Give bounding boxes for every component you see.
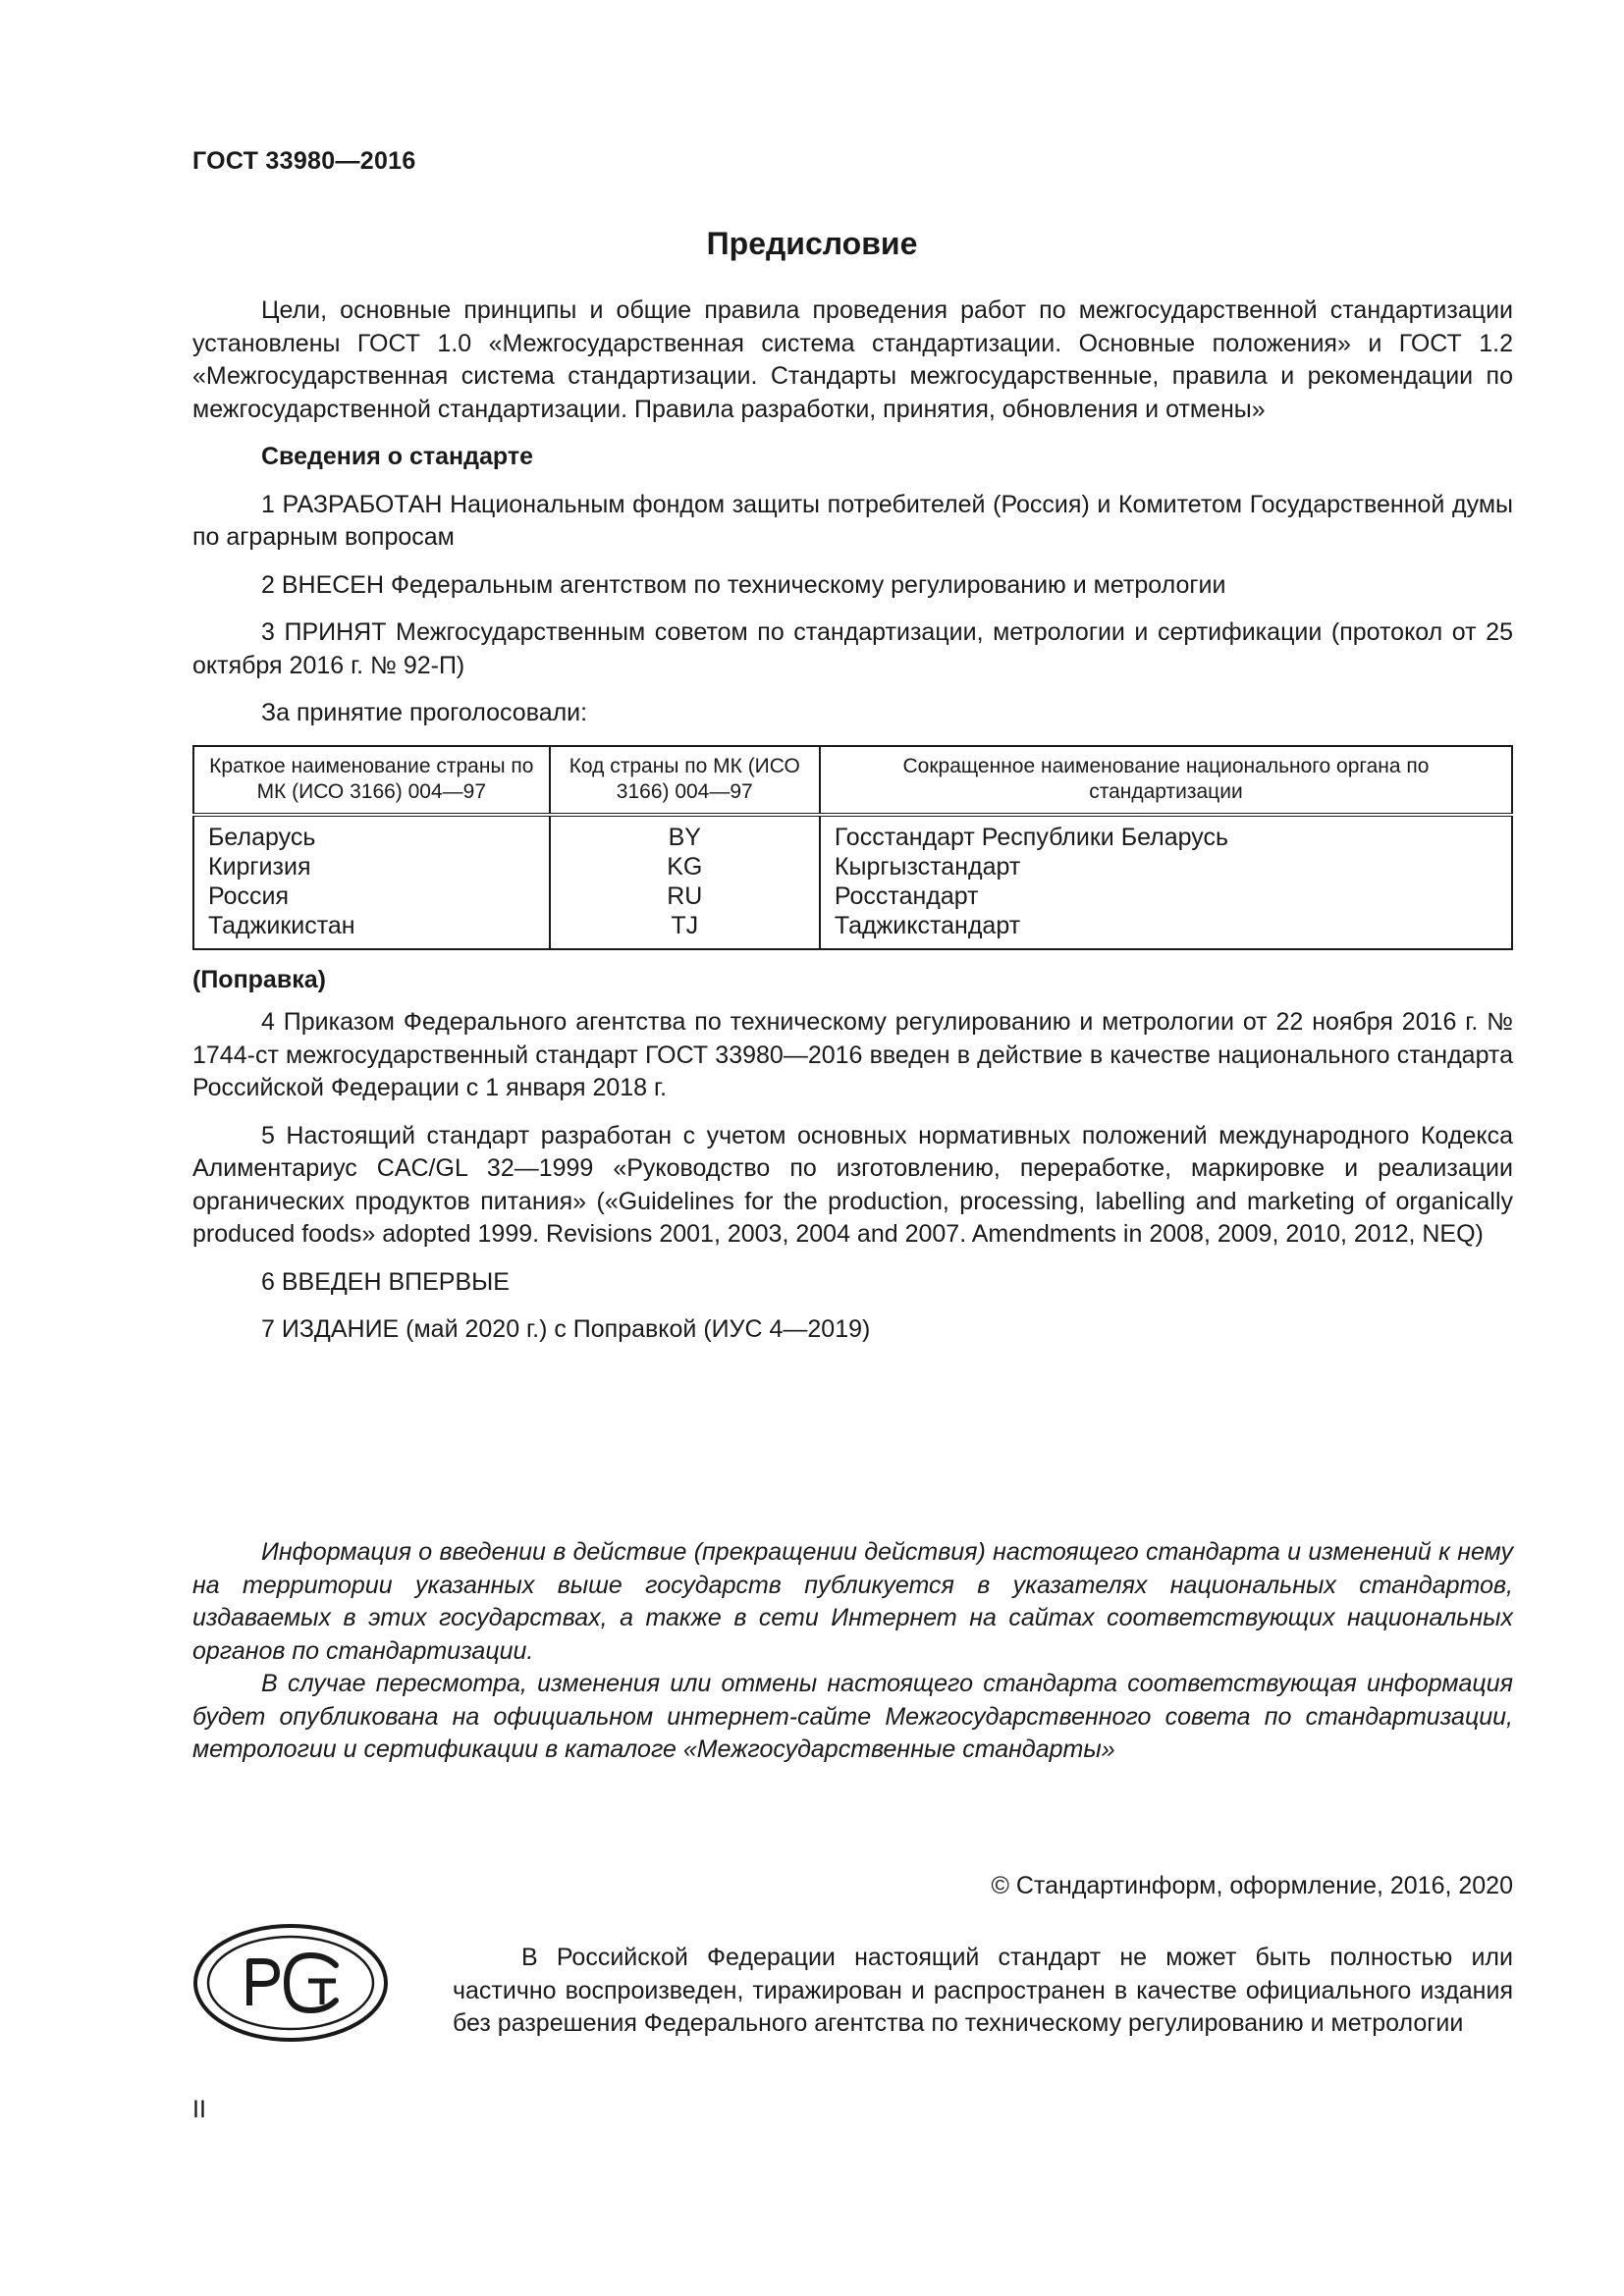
amendment-label: (Поправка) — [192, 965, 326, 993]
body-cell: Кыргызстандарт — [820, 852, 1512, 881]
reproduction-notice-text: В Российской Федерации настоящий стандарт не может быть полностью или частично воспроизведен, тиражирован и распространен в качестве официального издания без разрешения Федерального агентства по техническому регулированию и метрологии — [453, 1944, 1513, 2037]
code-cell: TJ — [550, 911, 820, 949]
page-title: Предисловие — [706, 226, 918, 261]
intro-paragraph: Цели, основные принципы и общие правила проведения работ по межгосударственной стандартизации установлены ГОСТ 1.0 «Межгосударственная система стандартизации. Основные положения» и ГОСТ 1.2 «Межгосударственная система стандартизации. Стандарты межгосударственные, правила и рекомендации по межгосударственной стандартизации. Правила разработки, принятия, обновления и отмены» — [192, 296, 1513, 423]
notice-paragraph-2: В случае пересмотра, изменения или отмены настоящего стандарта соответствующая информация будет опубликована на официальном интернет-сайте Межгосударственного совета по стандартизации, метрологии и сертификации в каталоге «Межгосударственные стандарты» — [192, 1670, 1513, 1763]
body-cell: Таджикстандарт — [820, 911, 1512, 949]
body-cell: Росстандарт — [820, 881, 1512, 911]
standard-info-heading: Сведения о стандарте — [261, 443, 534, 470]
page-number: II — [192, 2096, 206, 2123]
table-row — [193, 881, 1512, 911]
main-content — [192, 294, 1513, 1362]
notice-paragraph-1: Информация о введении в действие (прекращении действия) настоящего стандарта и изменений к нему на территории указанных выше государств публикуется в указателях национальных стандартов, издаваемых в этих государствах, а также в сети Интернет на сайтах соответствующих национальных органов по стандартизации. — [192, 1538, 1513, 1665]
header-national-body: Сокращенное наименование национального органа по стандартизации — [820, 746, 1512, 815]
item-5-codex: 5 Настоящий стандарт разработан с учетом основных нормативных положений международного Кодекса Алиментариус CAC/GL 32—1999 «Руководство по изготовлению, переработке, маркировке и реализации органических продуктов питания» («Guidelines for the production, processing, labelling and marketing of organically produced foods» adopted 1999. Revisions 2001, 2003, 2004 and 2007. Amendments in 2008, 2009, 2010, 2012, NEQ) — [192, 1121, 1513, 1248]
header-country-code: Код страны по МК (ИСО 3166) 004—97 — [550, 746, 820, 815]
code-cell: BY — [550, 815, 820, 852]
reproduction-notice — [453, 1942, 1513, 2041]
country-cell: Беларусь — [193, 815, 550, 852]
item-1-developed: 1 РАЗРАБОТАН Национальным фондом защиты потребителей (Россия) и Комитетом Государственной думы по аграрным вопросам — [192, 490, 1513, 551]
item-7-edition: 7 ИЗДАНИЕ (май 2020 г.) с Поправкой (ИУС 4—2019) — [261, 1315, 871, 1343]
code-cell: RU — [550, 881, 820, 911]
vote-table-header-row — [193, 746, 1512, 815]
table-row — [193, 911, 1512, 949]
item-3-adopted: 3 ПРИНЯТ Межгосударственным советом по стандартизации, метрологии и сертификации (протокол от 25 октября 2016 г. № 92-П) — [192, 618, 1513, 679]
publication-notice — [192, 1536, 1513, 1767]
body-cell: Госстандарт Республики Беларусь — [820, 815, 1512, 852]
pct-certification-mark-icon — [192, 1922, 389, 2044]
item-4-order: 4 Приказом Федерального агентства по техническому регулированию и метрологии от 22 ноября 2016 г. № 1744-ст межгосударственный стандарт ГОСТ 33980—2016 введен в действие в качестве национального стандарта Российской Федерации с 1 января 2018 г. — [192, 1008, 1513, 1101]
country-cell: Россия — [193, 881, 550, 911]
country-cell: Киргизия — [193, 852, 550, 881]
code-cell: KG — [550, 852, 820, 881]
country-cell: Таджикистан — [193, 911, 550, 949]
copyright-line: © Стандартинформ, оформление, 2016, 2020 — [991, 1872, 1513, 1899]
voted-label: За принятие проголосовали: — [261, 699, 588, 726]
table-row — [193, 852, 1512, 881]
document-id-header: ГОСТ 33980—2016 — [192, 147, 416, 175]
item-2-introduced: 2 ВНЕСЕН Федеральным агентством по техническому регулированию и метрологии — [261, 570, 1226, 599]
header-country-name: Краткое наименование страны по МК (ИСО 3166) 004—97 — [193, 746, 550, 815]
table-row — [193, 815, 1512, 852]
item-6-first-introduced: 6 ВВЕДЕН ВПЕРВЫЕ — [261, 1267, 510, 1296]
vote-table — [192, 745, 1513, 950]
